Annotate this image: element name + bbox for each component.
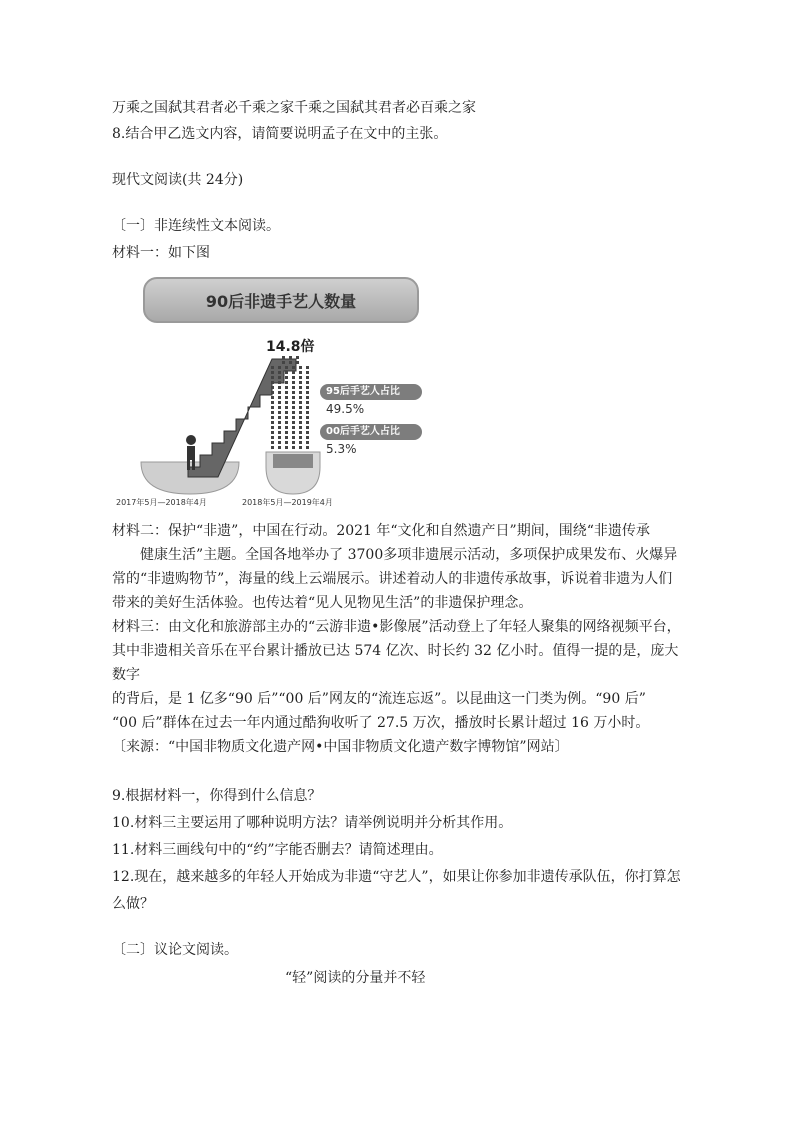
person-glyph [306,366,309,369]
part-two-heading: 〔二〕议论文阅读。 [112,942,238,958]
person-glyph [306,376,309,379]
part-one-heading: 〔一〕非连续性文本阅读。 [112,218,280,234]
person-glyph [292,386,295,389]
person-glyph [278,371,281,374]
question-12-line2: 么做？ [112,896,154,912]
person-glyph [299,376,302,379]
person-glyph [299,431,302,434]
person-glyph [278,381,281,384]
person-glyph [306,421,309,424]
person-glyph [299,371,302,374]
person-glyph [285,376,288,379]
period-two-caption: 2018年5月—2019年4月 [242,498,333,507]
person-glyph [292,381,295,384]
person-glyph [278,421,281,424]
essay-title: “轻”阅读的分量并不轻 [285,970,426,986]
person-glyph [285,386,288,389]
person-glyph [299,416,302,419]
person-glyph [278,401,281,404]
person-glyph [292,411,295,414]
material-three [112,615,690,759]
person-glyph [299,401,302,404]
line-classical-quote: 万乘之国弑其君者必千乘之家千乘之国弑其君者必百乘之家 [112,100,476,116]
person-glyph [296,361,299,364]
person-glyph [285,411,288,414]
person-glyph [292,371,295,374]
person-glyph [285,371,288,374]
person-glyph [306,386,309,389]
person-glyph [299,441,302,444]
people-pile [273,454,313,468]
material-two-line: 常的“非遗购物节”，海量的线上云端展示。讲述着动人的非遗传承故事，诉说着非遗为人们 [112,571,673,587]
person-glyph [278,386,281,389]
person-glyph [292,421,295,424]
material-three-line: “00 后”群体在过去一年内通过酷狗收听了 27.5 万次，播放时长累计超过 16 万小时。 [112,715,650,731]
person-glyph [278,446,281,449]
person-glyph [271,371,274,374]
person-glyph [296,356,299,359]
person-glyph [278,376,281,379]
person-glyph [306,441,309,444]
person-glyph [271,391,274,394]
person-glyph [299,406,302,409]
person-glyph [271,381,274,384]
person-glyph [285,406,288,409]
person-glyph [299,446,302,449]
person-glyph [285,441,288,444]
person-glyph [271,441,274,444]
person-glyph [299,421,302,424]
person-glyph [306,436,309,439]
person-glyph [278,406,281,409]
person-glyph [306,431,309,434]
person-glyph [271,386,274,389]
person-glyph [285,416,288,419]
person-glyph [299,386,302,389]
person-glyph [278,426,281,429]
person-glyph [292,391,295,394]
person-glyph [306,411,309,414]
pct-95: 49.5% [326,402,365,416]
person-glyph [271,421,274,424]
person-glyph [299,381,302,384]
person-glyph [285,391,288,394]
person-glyph [292,416,295,419]
person-glyph [278,436,281,439]
pct-00: 5.3% [326,442,357,456]
person-glyph [278,396,281,399]
person-glyph [271,426,274,429]
person-glyph [292,431,295,434]
person-glyph [278,391,281,394]
material-three-line: 的背后，是 1 亿多“90 后”“00 后”网友的“流连忘返”。以昆曲这一门类为例。“90 后” [112,691,646,707]
person-glyph [271,411,274,414]
person-glyph [299,436,302,439]
person-glyph [278,441,281,444]
person-glyph [278,431,281,434]
person-glyph [306,446,309,449]
material-three-line: 其中非遗相关音乐在平台累计播放已达 574 亿次、时长约 32 亿小时。值得一提的是，庞大数字 [112,643,679,683]
person-glyph [292,366,295,369]
question-12-line1: 12.现在，越来越多的年轻人开始成为非遗“守艺人”，如果让你参加非遗传承队伍，你打算怎 [112,869,681,885]
person-glyph [285,401,288,404]
person-glyph [306,396,309,399]
person-glyph [292,406,295,409]
person-glyph [292,376,295,379]
person-glyph [285,421,288,424]
period-one-caption: 2017年5月—2018年4月 [116,498,207,507]
person-glyph [299,396,302,399]
material-three-line: 材料三：由文化和旅游部主办的“云游非遗•影像展”活动登上了年轻人聚集的网络视频平台， [112,619,681,635]
person-glyph [271,376,274,379]
person-glyph [278,366,281,369]
person-glyph [306,381,309,384]
person-glyph [289,356,292,359]
person-glyph [299,411,302,414]
person-glyph [271,436,274,439]
person-glyph [306,426,309,429]
person-glyph [292,446,295,449]
person-glyph [292,436,295,439]
label-95: 95后手艺人占比 [320,384,422,400]
person-glyph [271,431,274,434]
person-glyph [271,446,274,449]
question-10: 10.材料三主要运用了哪种说明方法？请举例说明并分析其作用。 [112,815,513,831]
question-8: 8.结合甲乙选文内容，请简要说明孟子在文中的主张。 [112,126,448,142]
infographic-banner: 90后非遗手艺人数量 [143,277,419,323]
material-two-line: 带来的美好生活体验。也传达着“见人见物见生活”的非遗保护理念。 [112,595,533,611]
person-glyph [271,366,274,369]
person-glyph [285,446,288,449]
person-glyph [285,436,288,439]
label-00: 00后手艺人占比 [320,424,422,440]
person-glyph [285,366,288,369]
person-glyph [306,401,309,404]
person-glyph [292,401,295,404]
person-glyph [278,416,281,419]
person-glyph [285,381,288,384]
person-glyph [299,366,302,369]
person-glyph [299,391,302,394]
person-glyph [271,406,274,409]
infographic [108,272,438,512]
person-glyph [306,371,309,374]
person-glyph [285,426,288,429]
person-glyph [306,416,309,419]
person-glyph [292,441,295,444]
person-glyph [292,426,295,429]
source-note: 〔来源：“中国非物质文化遗产网•中国非物质文化遗产数字博物馆”网站〕 [112,739,569,755]
person-glyph [278,411,281,414]
person-glyph [306,391,309,394]
multiplier-label: 14.8倍 [266,339,315,355]
question-9: 9.根据材料一，你得到什么信息？ [112,788,322,804]
question-11: 11.材料三画线句中的“约”字能否删去？请简述理由。 [112,842,443,858]
material-one-label: 材料一：如下图 [112,245,210,261]
person-glyph [282,361,285,364]
person-glyph [282,356,285,359]
person-glyph [292,396,295,399]
material-two-line: 健康生活”主题。全国各地举办了 3700多项非遗展示活动，多项保护成果发布、火爆异 [140,547,678,563]
person-glyph [285,431,288,434]
person-glyph [271,401,274,404]
material-two-line: 材料二：保护“非遗”，中国在行动。2021 年“文化和自然遗产日”期间，围绕“非遗传承 [112,523,650,539]
person-glyph [271,396,274,399]
section-title: 现代文阅读(共 24分) [112,172,244,188]
person-glyph [299,426,302,429]
person-glyph [306,406,309,409]
person-glyph [285,396,288,399]
material-two [112,519,690,615]
person-glyph [289,361,292,364]
person-glyph [271,416,274,419]
